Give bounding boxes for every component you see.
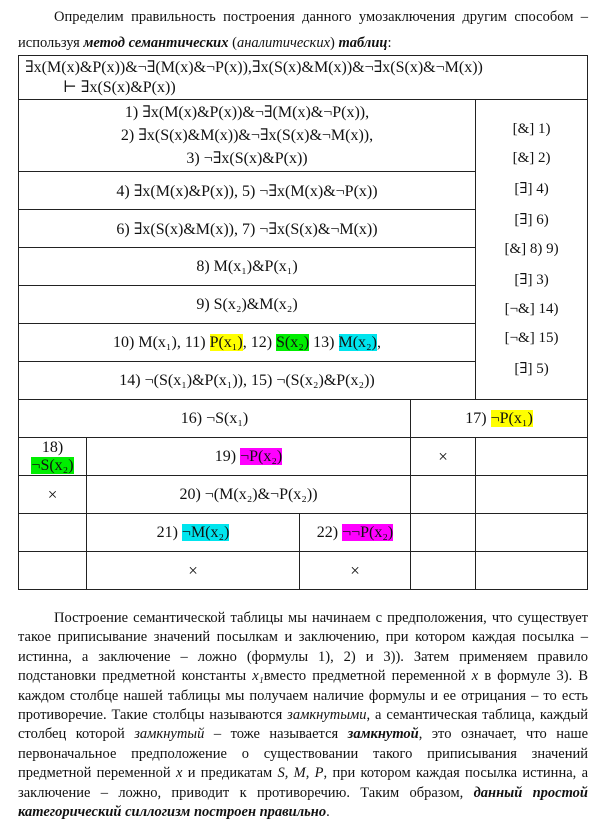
intro-method: метод семантических [83,35,229,51]
outro-s2: вместо предметной переменной [263,668,472,685]
formula-2: 2) ∃x(S(x)&M(x))&¬∃x(S(x)&¬M(x)), [120,127,374,144]
f22-highlight: ¬¬P(x₂) [342,523,394,541]
f21-highlight: ¬M(x₂) [181,523,230,541]
closed-mark: × [300,552,411,590]
justification-item: [∃] 6) [514,212,549,228]
justification-item: [¬&] 15) [504,330,559,346]
f19-highlight: ¬P(x₂) [240,447,283,465]
formula-3: 3) ¬∃x(S(x)&P(x)) [186,150,308,167]
outro-s4: , а семантическая таблица, каждый столбец которой [18,707,589,743]
formula-row-4-5: 4) ∃x(M(x)&P(x)), 5) ¬∃x(M(x)&¬P(x)) [19,172,476,210]
formula-row-10-13 [19,324,476,362]
intro-analytic: аналитических [236,35,331,51]
formula-row-8: 8) M(x₁)&P(x₁) [19,248,476,286]
outro-closed-plural: замкнутыми [287,707,367,724]
formula-20: 20) ¬(M(x₂)&¬P(x₂)) [87,476,411,514]
r6-end: , [376,333,381,351]
formula-row-14-15: 14) ¬(S(x₁)&P(x₁)), 15) ¬(S(x₂)&P(x₂)) [19,362,476,400]
closed-mark: × [87,552,300,590]
outro-s7: и предикатам [182,765,278,782]
empty-cell [476,438,588,476]
outro-x1: x₁ [252,668,264,685]
intro-paragraph [18,4,588,56]
outro-s8: , при котором каждая посылка истинна, а заключение – ложно, приводит к противоречию. Таким образом, [18,765,588,801]
semantic-table [18,55,588,590]
closed-mark: × [411,438,476,476]
closed-mark: × [19,476,87,514]
justification-item: [∃] 5) [514,361,549,377]
intro-paren-close: ) [330,35,339,51]
outro-s6: , это означает, что наше первоначальное предположение о существовании такого приписывания значений предметной переменной [18,726,589,782]
formula-16: 16) ¬S(x₁) [19,400,411,438]
header-line1: ∃x(M(x)&P(x))&¬∃(M(x)&¬P(x)),∃x(S(x)&M(x))&¬∃x(S(x)&¬M(x)) [25,58,483,76]
outro-s9: . [326,804,330,821]
intro-tables: таблиц [338,35,388,51]
justification-item: [&] 1) [512,121,551,137]
f22-num: 22) [316,523,343,541]
row-premises [19,100,476,172]
empty-cell [19,552,87,590]
formula-row-9: 9) S(x₂)&M(x₂) [19,286,476,324]
formula-row-6-7: 6) ∃x(S(x)&M(x)), 7) ¬∃x(S(x)&¬M(x)) [19,210,476,248]
formula-1: 1) ∃x(M(x)&P(x))&¬∃(M(x)&¬P(x)), [124,104,370,121]
formula-17 [411,400,588,438]
f17-num: 17) [465,409,491,427]
r6-s-highlight: S(x₂) [276,333,310,351]
outro-predicates: S, M, P [277,765,324,782]
r6-pre: 10) M(x₁), 11) [113,333,210,351]
outro-conclusion: данный простой категорический силлогизм построен правильно [18,784,588,821]
outro-s3: в формуле 3). В каждом столбце нашей таблицы мы получаем наличие формулы и ее отрицания – то есть противоречие. Такие столбцы называются [18,668,588,724]
empty-cell [476,514,588,552]
outro-closed-italic: замкнутый [134,726,205,743]
outro-x-2: x [175,765,183,782]
conclusion-paragraph [18,609,588,822]
f18-num: 18) [41,438,64,456]
f19-num: 19) [214,447,241,465]
outro-x: x [471,668,479,685]
outro-s5: – тоже называется [204,726,348,743]
formula-19 [87,438,411,476]
f17-highlight: ¬P(x₁) [490,409,533,427]
intro-colon: : [387,35,392,51]
formula-22 [300,514,411,552]
justification-item: [&] 8) 9) [504,241,559,257]
justification-column [476,100,588,400]
outro-closed-bold: замкнутой [347,726,419,743]
outro-s1: Построение семантической таблицы мы начинаем с предположения, что существует такое приписывание значений посылкам и заключению, при котором каждая посылка – истинна, а заключение – ложно (формулы 1), 2) и 3)). Затем применяем правило подстановки предметной константы [18,610,588,685]
justification-item: [¬&] 14) [504,301,559,317]
f18-highlight: ¬S(x₂) [31,456,74,474]
empty-cell [411,514,476,552]
intro-part1: Определим правильность построения данного умозаключения другим способом – используя [18,9,588,51]
empty-cell [476,552,588,590]
f21-num: 21) [156,523,182,541]
justification-item: [∃] 3) [514,272,549,288]
empty-cell [476,476,588,514]
header-cell [19,56,588,100]
empty-cell [19,514,87,552]
justification-item: [∃] 4) [514,181,549,197]
formula-21 [87,514,300,552]
formula-18 [19,438,87,476]
conclusion-text [18,609,588,822]
intro-paren-open: ( [228,35,237,51]
header-line2: ⊢ ∃x(S(x)&P(x)) [63,78,176,96]
r6-p-highlight: P(x₁) [209,333,243,351]
empty-cell [411,476,476,514]
r6-m-highlight: M(x₂) [338,333,377,351]
empty-cell [411,552,476,590]
r6-mid1: , 12) [242,333,277,351]
intro-text [18,4,588,56]
justification-item: [&] 2) [512,150,551,166]
r6-mid2: 13) [309,333,339,351]
